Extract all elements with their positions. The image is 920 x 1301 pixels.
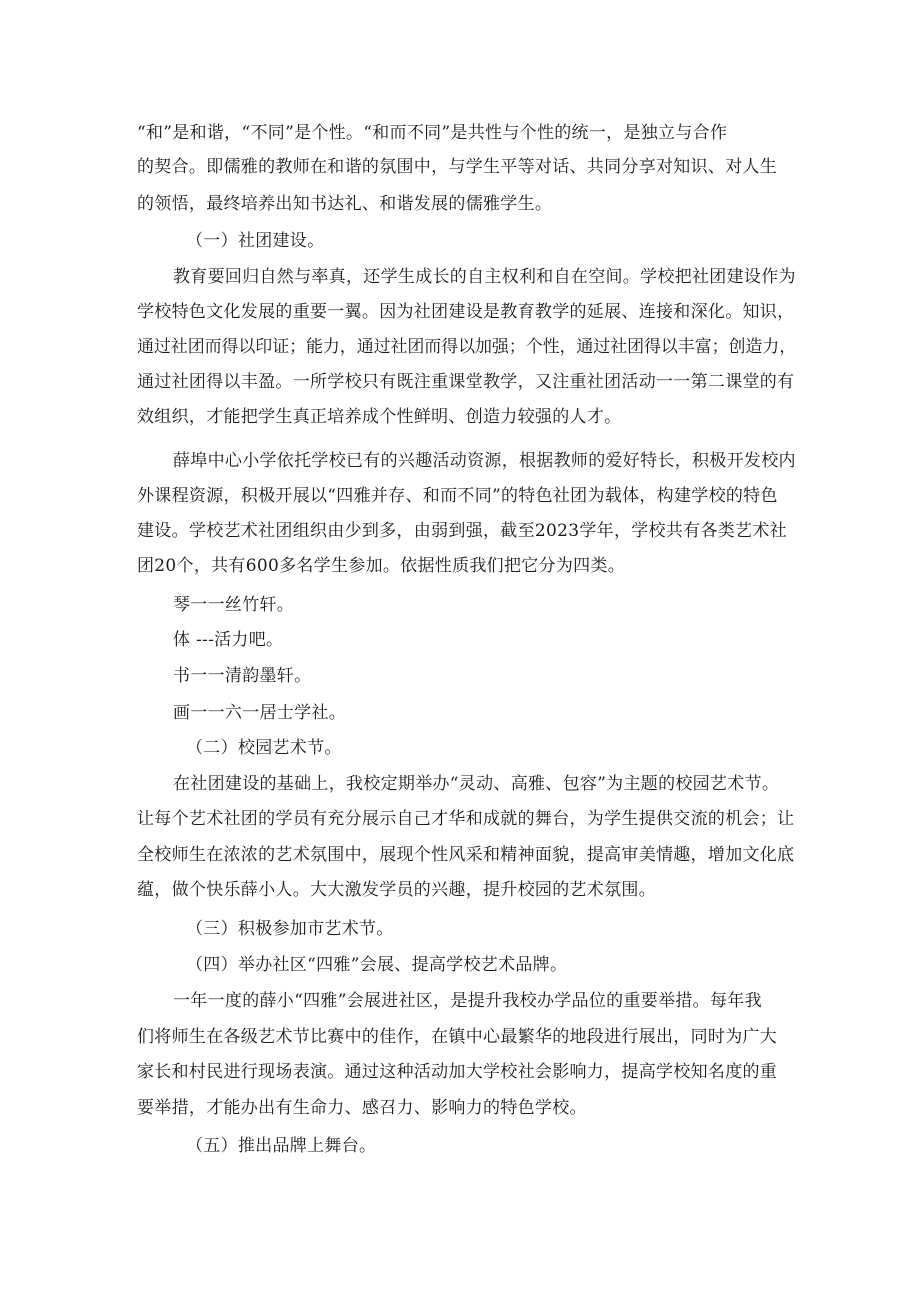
section-4-para-line-2: 们将师生在各级艺术节比赛中的佳作，在镇中心最繁华的地段进行展出，同时为广大 (137, 1027, 778, 1047)
section-1-para-2-line-4: 团20个，共有600多名学生参加。依据性质我们把它分为四类。 (137, 556, 626, 576)
category-item: 琴一一丝竹轩。 (173, 595, 295, 615)
section-2-heading: （二）校园艺术节。 (186, 738, 342, 758)
section-4-para-line-3: 家长和村民进行现场表演。通过这种活动加大学校社会影响力，提高学校知名度的重 (137, 1062, 778, 1082)
intro-line-1: “和”是和谐，“不同”是个性。“和而不同”是共性与个性的统一，是独立与合作 (137, 123, 728, 143)
section-1-para-2-line-3: 建设。学校艺术社团组织由少到多，由弱到强，截至2023学年，学校共有各类艺术社 (137, 521, 787, 541)
section-1-para-1-line-3: 通过社团而得以印证；能力，通过社团而得以加强；个性，通过社团得以丰富；创造力， (137, 337, 797, 357)
section-4-heading: （四）举办社区“四雅”会展、提高学校艺术品牌。 (186, 955, 568, 975)
section-2-para-line-2: 让每个艺术社团的学员有充分展示自己才华和成就的舞台，为学生提供交流的机会；让 (137, 809, 795, 829)
section-2-para-line-3: 全校师生在浓浓的艺术氛围中，展现个性风采和精神面貌，提高审美情趣，增加文化底 (137, 845, 795, 865)
section-3-heading: （三）积极参加市艺术节。 (186, 919, 394, 939)
section-1-para-1-line-4: 通过社团得以丰盈。一所学校只有既注重课堂教学，又注重社团活动一一第二课堂的有 (137, 372, 795, 392)
category-item: 体 ---活力吧。 (173, 630, 284, 650)
category-item: 画一一六一居士学社。 (173, 703, 346, 723)
section-1-para-2-line-2: 外课程资源，积极开展以“四雅并存、和而不同”的特色社团为载体，构建学校的特色 (137, 486, 778, 506)
section-4-para-line-1: 一年一度的薛小“四雅”会展进社区，是提升我校办学品位的重要举措。每年我 (173, 991, 762, 1011)
intro-line-2: 的契合。即儒雅的教师在和谐的氛围中，与学生平等对话、共同分享对知识、对人生 (137, 157, 778, 177)
section-1-para-1-line-2: 学校特色文化发展的重要一翼。因为社团建设是教育教学的延展、连接和深化。知识， (137, 302, 795, 322)
section-4-para-line-4: 要举措，才能办出有生命力、感召力、影响力的特色学校。 (137, 1098, 587, 1118)
category-item: 书一一清韵墨轩。 (173, 666, 312, 686)
section-1-para-1-line-5: 效组织，才能把学生真正培养成个性鲜明、创造力较强的人才。 (137, 407, 622, 427)
section-5-heading: （五）推出品牌上舞台。 (186, 1136, 377, 1156)
section-1-para-1-line-1: 教育要回归自然与率真，还学生成长的自主权利和自在空间。学校把社团建设作为 (173, 267, 796, 287)
section-1-para-2-line-1: 薛埠中心小学依托学校已有的兴趣活动资源，根据教师的爱好特长，积极开发校内 (173, 451, 796, 471)
section-2-para-line-4: 蕴，做个快乐薛小人。大大激发学员的兴趣，提升校园的艺术氛围。 (137, 880, 656, 900)
intro-line-3: 的领悟，最终培养出知书达礼、和谐发展的儒雅学生。 (137, 194, 553, 214)
section-1-heading: （一）社团建设。 (186, 231, 325, 251)
section-2-para-line-1: 在社团建设的基础上，我校定期举办“灵动、高雅、包容”为主题的校园艺术节。 (173, 774, 780, 794)
